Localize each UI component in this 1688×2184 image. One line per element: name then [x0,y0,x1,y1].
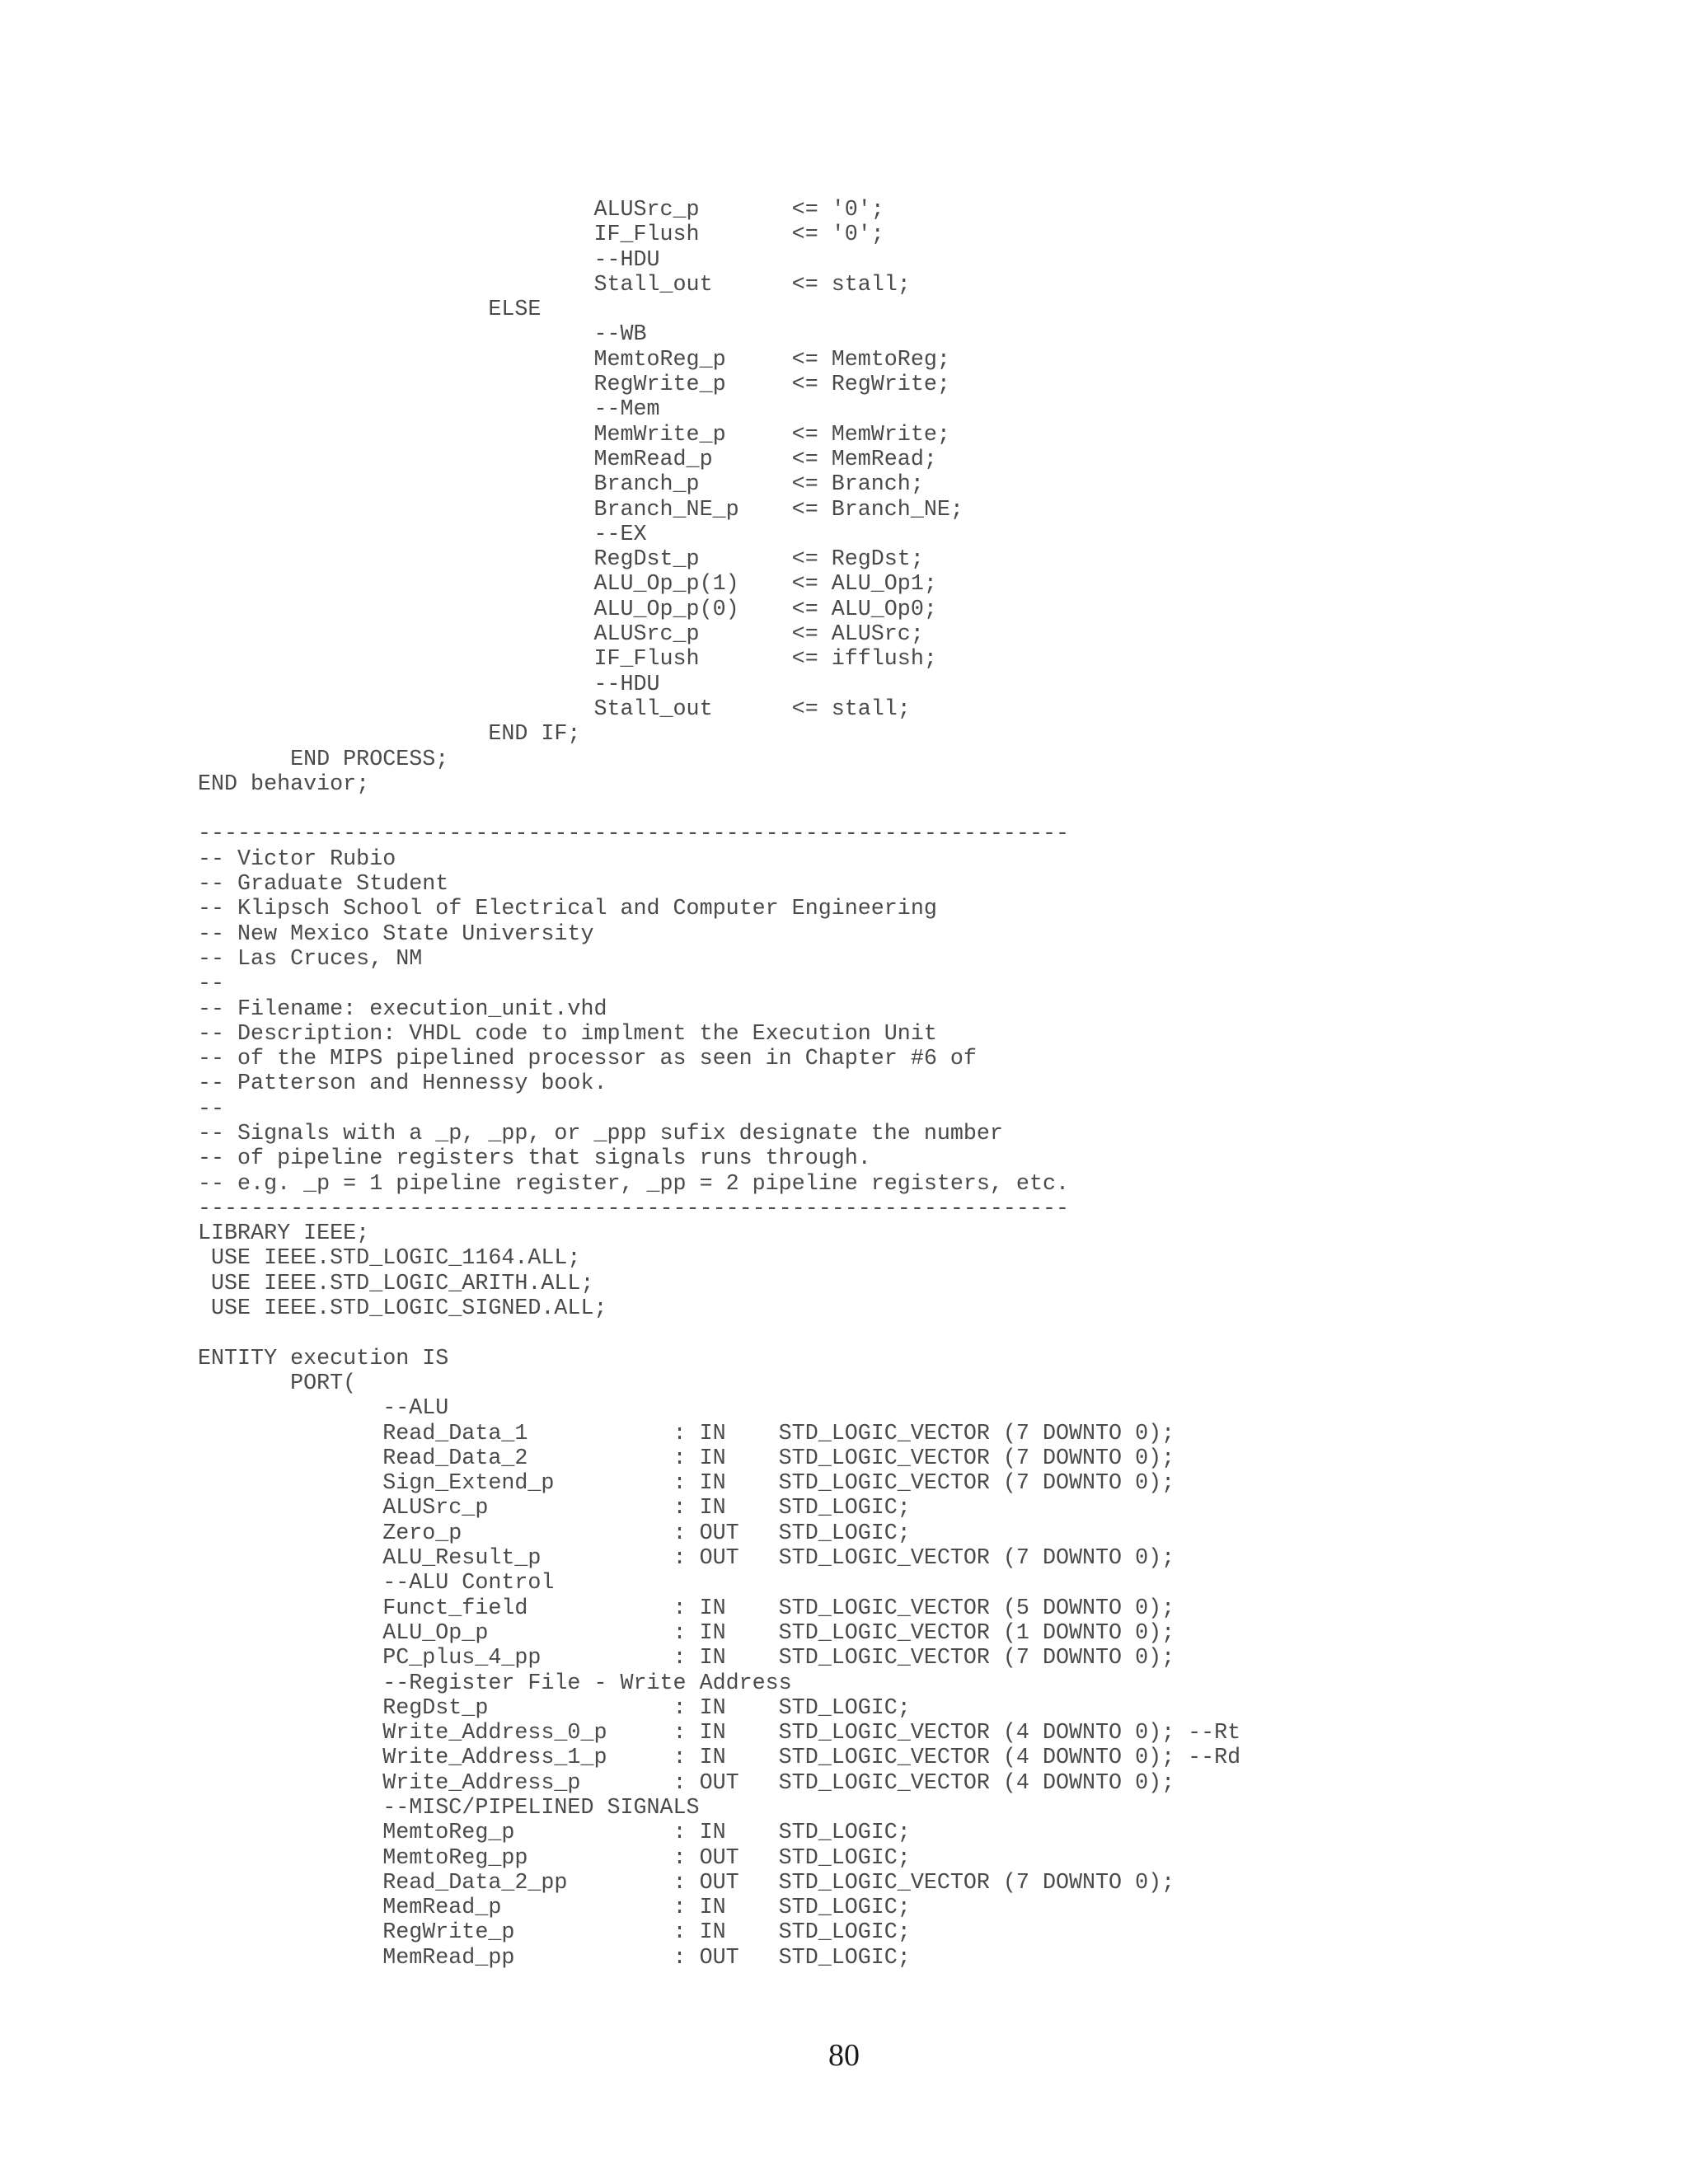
code-line: MemtoReg_p <= MemtoReg; [198,347,950,373]
code-line: USE IEEE.STD_LOGIC_ARITH.ALL; [198,1271,594,1296]
code-line: Branch_NE_p <= Branch_NE; [198,497,964,523]
code-line: USE IEEE.STD_LOGIC_SIGNED.ALL; [198,1296,607,1322]
code-line: --Register File - Write Address [198,1671,792,1696]
code-line: Read_Data_2_pp : OUT STD_LOGIC_VECTOR (7 DOWNTO 0); [198,1870,1175,1896]
code-line: END behavior; [198,771,370,797]
code-line: PORT( [198,1371,357,1396]
code-line: -- Patterson and Hennessy book. [198,1071,607,1097]
code-line: Stall_out <= stall; [198,272,911,298]
code-line: ENTITY execution IS [198,1346,449,1371]
code-line: -- Graduate Student [198,872,449,898]
code-line: -- Las Cruces, NM [198,946,423,972]
code-line: -- Filename: execution_unit.vhd [198,996,607,1022]
code-line: Stall_out <= stall; [198,696,911,722]
code-line: ALUSrc_p <= '0'; [198,198,884,223]
code-line: -- Signals with a _p, _pp, or _ppp sufix designate the number [198,1121,1003,1146]
code-line: -- Victor Rubio [198,846,396,872]
code-line: --HDU [198,247,660,273]
code-line: --ALU [198,1396,449,1422]
code-line: -- Description: VHDL code to implment the Execution Unit [198,1021,937,1047]
code-line: Branch_p <= Branch; [198,472,924,498]
code-line: ELSE [198,298,542,323]
code-line: MemtoReg_p : IN STD_LOGIC; [198,1821,911,1846]
code-line: --EX [198,522,647,547]
code-line: Read_Data_1 : IN STD_LOGIC_VECTOR (7 DOWNTO 0); [198,1421,1175,1446]
code-line: USE IEEE.STD_LOGIC_1164.ALL; [198,1246,581,1272]
code-line: --HDU [198,672,660,697]
code-line: END PROCESS; [198,747,449,772]
code-line: MemtoReg_pp : OUT STD_LOGIC; [198,1845,911,1871]
code-line: ------------------------------------------------------------------ [198,1196,1069,1221]
code-line: ALUSrc_p <= ALUSrc; [198,622,924,648]
code-line: ALU_Result_p : OUT STD_LOGIC_VECTOR (7 DOWNTO 0); [198,1546,1175,1572]
code-line: RegWrite_p : IN STD_LOGIC; [198,1920,911,1946]
code-line: RegDst_p : IN STD_LOGIC; [198,1695,911,1721]
code-line: --WB [198,322,647,348]
code-line: IF_Flush <= ifflush; [198,647,937,673]
code-line: END IF; [198,722,581,748]
code-line: MemRead_pp : OUT STD_LOGIC; [198,1945,911,1971]
page-number: 80 [828,2038,860,2073]
code-line: MemRead_p : IN STD_LOGIC; [198,1896,911,1921]
code-line: -- [198,972,225,997]
code-line: -- e.g. _p = 1 pipeline register, _pp = 2 pipeline registers, etc. [198,1171,1069,1197]
code-line: -- New Mexico State University [198,921,594,947]
code-line: MemRead_p <= MemRead; [198,447,937,472]
code-line: ALU_Op_p(0) <= ALU_Op0; [198,597,937,622]
code-line: ------------------------------------------------------------------ [198,822,1069,847]
code-line [198,797,1240,822]
code-line: ALUSrc_p : IN STD_LOGIC; [198,1496,911,1521]
code-line: -- of the MIPS pipelined processor as seen in Chapter #6 of [198,1047,977,1072]
code-line: Zero_p : OUT STD_LOGIC; [198,1521,911,1546]
code-line: --Mem [198,397,660,423]
code-line: LIBRARY IEEE; [198,1221,370,1247]
code-line: ALU_Op_p(1) <= ALU_Op1; [198,572,937,598]
code-line: -- Klipsch School of Electrical and Computer Engineering [198,897,937,922]
code-line: IF_Flush <= '0'; [198,223,884,248]
code-line: RegDst_p <= RegDst; [198,547,924,573]
vhdl-code-listing [198,198,1240,1971]
code-line: ALU_Op_p : IN STD_LOGIC_VECTOR (1 DOWNTO 0); [198,1620,1175,1646]
code-line: --ALU Control [198,1571,555,1596]
code-line: Funct_field : IN STD_LOGIC_VECTOR (5 DOWNTO 0); [198,1596,1175,1621]
code-line: --MISC/PIPELINED SIGNALS [198,1796,700,1821]
code-line: PC_plus_4_pp : IN STD_LOGIC_VECTOR (7 DOWNTO 0); [198,1646,1175,1671]
code-line: Write_Address_0_p : IN STD_LOGIC_VECTOR (4 DOWNTO 0); --Rt [198,1721,1241,1746]
code-line: Write_Address_p : OUT STD_LOGIC_VECTOR (4 DOWNTO 0); [198,1770,1175,1796]
code-line: Write_Address_1_p : IN STD_LOGIC_VECTOR (4 DOWNTO 0); --Rd [198,1746,1241,1771]
code-line: Read_Data_2 : IN STD_LOGIC_VECTOR (7 DOWNTO 0); [198,1446,1175,1471]
code-line [198,1321,1240,1346]
code-line: -- [198,1096,225,1122]
code-line: Sign_Extend_p : IN STD_LOGIC_VECTOR (7 DOWNTO 0); [198,1471,1175,1497]
code-line: MemWrite_p <= MemWrite; [198,422,950,448]
code-line: -- of pipeline registers that signals runs through. [198,1146,871,1172]
code-line: RegWrite_p <= RegWrite; [198,373,950,398]
